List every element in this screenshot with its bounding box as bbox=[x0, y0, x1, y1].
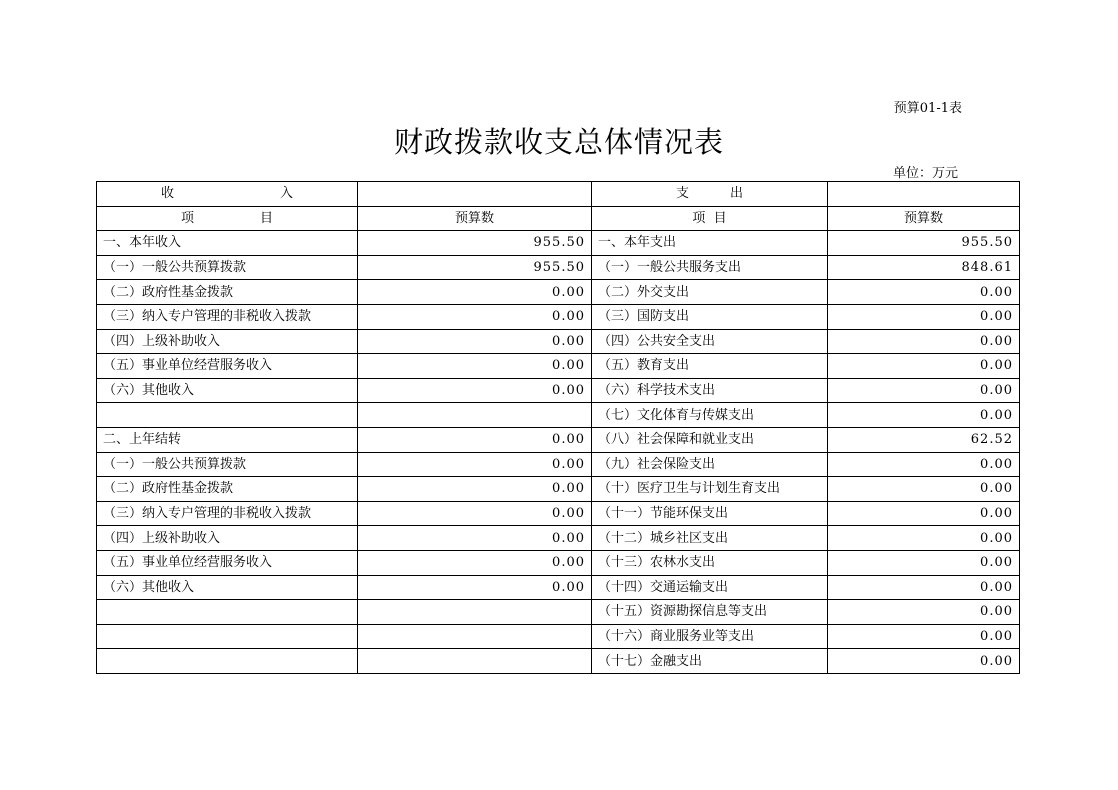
expense-item-cell: （十六）商业服务业等支出 bbox=[592, 624, 828, 649]
expense-amount-cell: 0.00 bbox=[828, 649, 1020, 674]
income-amount-cell: 0.00 bbox=[358, 280, 592, 305]
table-row bbox=[97, 427, 1020, 452]
income-item-cell bbox=[97, 600, 358, 625]
table-row bbox=[97, 255, 1020, 280]
expense-amount-cell: 848.61 bbox=[828, 255, 1020, 280]
expense-item-cell: （五）教育支出 bbox=[592, 354, 828, 379]
table-row bbox=[97, 550, 1020, 575]
expense-item-cell: （十五）资源勘探信息等支出 bbox=[592, 600, 828, 625]
table-row bbox=[97, 600, 1020, 625]
expense-item-cell: （六）科学技术支出 bbox=[592, 378, 828, 403]
expense-item-cell: （三）国防支出 bbox=[592, 304, 828, 329]
expense-group-label-right: 出 bbox=[729, 186, 743, 202]
table-row bbox=[97, 526, 1020, 551]
expense-amount-cell: 0.00 bbox=[828, 526, 1020, 551]
expense-item-cell: （十四）交通运输支出 bbox=[592, 575, 828, 600]
expense-amount-cell: 0.00 bbox=[828, 280, 1020, 305]
income-amount-cell: 0.00 bbox=[358, 354, 592, 379]
income-amount-cell: 955.50 bbox=[358, 231, 592, 256]
income-item-cell: （三）纳入专户管理的非税收入拨款 bbox=[97, 304, 358, 329]
expense-item-cell: 一、本年支出 bbox=[592, 231, 828, 256]
income-amount-cell: 955.50 bbox=[358, 255, 592, 280]
expense-amount-cell: 0.00 bbox=[828, 452, 1020, 477]
expense-item-cell: （七）文化体育与传媒支出 bbox=[592, 403, 828, 428]
expense-item-cell: （十二）城乡社区支出 bbox=[592, 526, 828, 551]
expense-amount-cell: 955.50 bbox=[828, 231, 1020, 256]
expense-amount-cell: 0.00 bbox=[828, 329, 1020, 354]
expense-amount-cell: 62.52 bbox=[828, 427, 1020, 452]
expense-item-cell: （十七）金融支出 bbox=[592, 649, 828, 674]
income-item-cell bbox=[97, 624, 358, 649]
expense-item-cell: （四）公共安全支出 bbox=[592, 329, 828, 354]
income-amount-cell: 0.00 bbox=[358, 452, 592, 477]
income-group-label-right: 入 bbox=[279, 186, 293, 202]
income-item-cell: （五）事业单位经营服务收入 bbox=[97, 550, 358, 575]
table-row bbox=[97, 354, 1020, 379]
table-row bbox=[97, 378, 1020, 403]
table-row bbox=[97, 575, 1020, 600]
budget-table bbox=[96, 181, 1020, 674]
expense-item-header: 项 目 bbox=[592, 206, 828, 231]
income-item-cell bbox=[97, 649, 358, 674]
column-header-row bbox=[97, 206, 1020, 231]
page-title: 财政拨款收支总体情况表 bbox=[393, 125, 724, 159]
table-row bbox=[97, 329, 1020, 354]
table-row bbox=[97, 403, 1020, 428]
unit-label: 单位：万元 bbox=[892, 166, 958, 181]
income-amount-cell: 0.00 bbox=[358, 329, 592, 354]
expense-amount-header: 预算数 bbox=[828, 206, 1020, 231]
expense-item-cell: （一）一般公共服务支出 bbox=[592, 255, 828, 280]
income-amount-cell bbox=[358, 649, 592, 674]
table-row bbox=[97, 624, 1020, 649]
income-item-cell: （四）上级补助收入 bbox=[97, 526, 358, 551]
expense-amount-cell: 0.00 bbox=[828, 354, 1020, 379]
income-amount-cell: 0.00 bbox=[358, 304, 592, 329]
income-item-cell: （四）上级补助收入 bbox=[97, 329, 358, 354]
income-item-cell: （二）政府性基金拨款 bbox=[97, 280, 358, 305]
income-item-cell: （五）事业单位经营服务收入 bbox=[97, 354, 358, 379]
income-item-header-right: 目 bbox=[259, 210, 273, 226]
income-group-header bbox=[97, 182, 358, 207]
expense-amount-cell: 0.00 bbox=[828, 624, 1020, 649]
income-item-cell: 二、上年结转 bbox=[97, 427, 358, 452]
expense-amount-cell: 0.00 bbox=[828, 403, 1020, 428]
income-item-cell: 一、本年收入 bbox=[97, 231, 358, 256]
income-group-label-left: 收 bbox=[161, 186, 175, 202]
expense-group-header-blank bbox=[828, 182, 1020, 207]
income-item-cell: （六）其他收入 bbox=[97, 378, 358, 403]
expense-item-cell: （八）社会保障和就业支出 bbox=[592, 427, 828, 452]
income-item-header bbox=[97, 206, 358, 231]
expense-item-cell: （十三）农林水支出 bbox=[592, 550, 828, 575]
income-amount-cell: 0.00 bbox=[358, 501, 592, 526]
income-amount-cell: 0.00 bbox=[358, 550, 592, 575]
table-row bbox=[97, 501, 1020, 526]
table-row bbox=[97, 452, 1020, 477]
expense-item-cell: （十一）节能环保支出 bbox=[592, 501, 828, 526]
group-header-row bbox=[97, 182, 1020, 207]
table-row bbox=[97, 477, 1020, 502]
income-item-cell: （六）其他收入 bbox=[97, 575, 358, 600]
expense-group-label-left: 支 bbox=[676, 186, 690, 202]
table-row bbox=[97, 649, 1020, 674]
expense-item-cell: （二）外交支出 bbox=[592, 280, 828, 305]
expense-amount-cell: 0.00 bbox=[828, 600, 1020, 625]
income-amount-cell: 0.00 bbox=[358, 477, 592, 502]
income-amount-cell: 0.00 bbox=[358, 378, 592, 403]
expense-amount-cell: 0.00 bbox=[828, 378, 1020, 403]
income-amount-cell: 0.00 bbox=[358, 427, 592, 452]
expense-amount-cell: 0.00 bbox=[828, 304, 1020, 329]
expense-item-cell: （九）社会保险支出 bbox=[592, 452, 828, 477]
income-amount-header: 预算数 bbox=[358, 206, 592, 231]
income-group-header-blank bbox=[358, 182, 592, 207]
table-row bbox=[97, 231, 1020, 256]
income-amount-cell bbox=[358, 403, 592, 428]
expense-amount-cell: 0.00 bbox=[828, 550, 1020, 575]
income-item-cell bbox=[97, 403, 358, 428]
table-row bbox=[97, 304, 1020, 329]
income-item-cell: （一）一般公共预算拨款 bbox=[97, 255, 358, 280]
income-item-cell: （二）政府性基金拨款 bbox=[97, 477, 358, 502]
income-item-cell: （三）纳入专户管理的非税收入拨款 bbox=[97, 501, 358, 526]
form-code: 预算01-1表 bbox=[893, 101, 962, 116]
expense-amount-cell: 0.00 bbox=[828, 501, 1020, 526]
expense-item-cell: （十）医疗卫生与计划生育支出 bbox=[592, 477, 828, 502]
table-row bbox=[97, 280, 1020, 305]
income-amount-cell bbox=[358, 624, 592, 649]
income-amount-cell bbox=[358, 600, 592, 625]
income-amount-cell: 0.00 bbox=[358, 575, 592, 600]
income-amount-cell: 0.00 bbox=[358, 526, 592, 551]
income-item-header-left: 项 bbox=[181, 210, 195, 226]
expense-amount-cell: 0.00 bbox=[828, 575, 1020, 600]
income-item-cell: （一）一般公共预算拨款 bbox=[97, 452, 358, 477]
expense-group-header bbox=[592, 182, 828, 207]
expense-amount-cell: 0.00 bbox=[828, 477, 1020, 502]
